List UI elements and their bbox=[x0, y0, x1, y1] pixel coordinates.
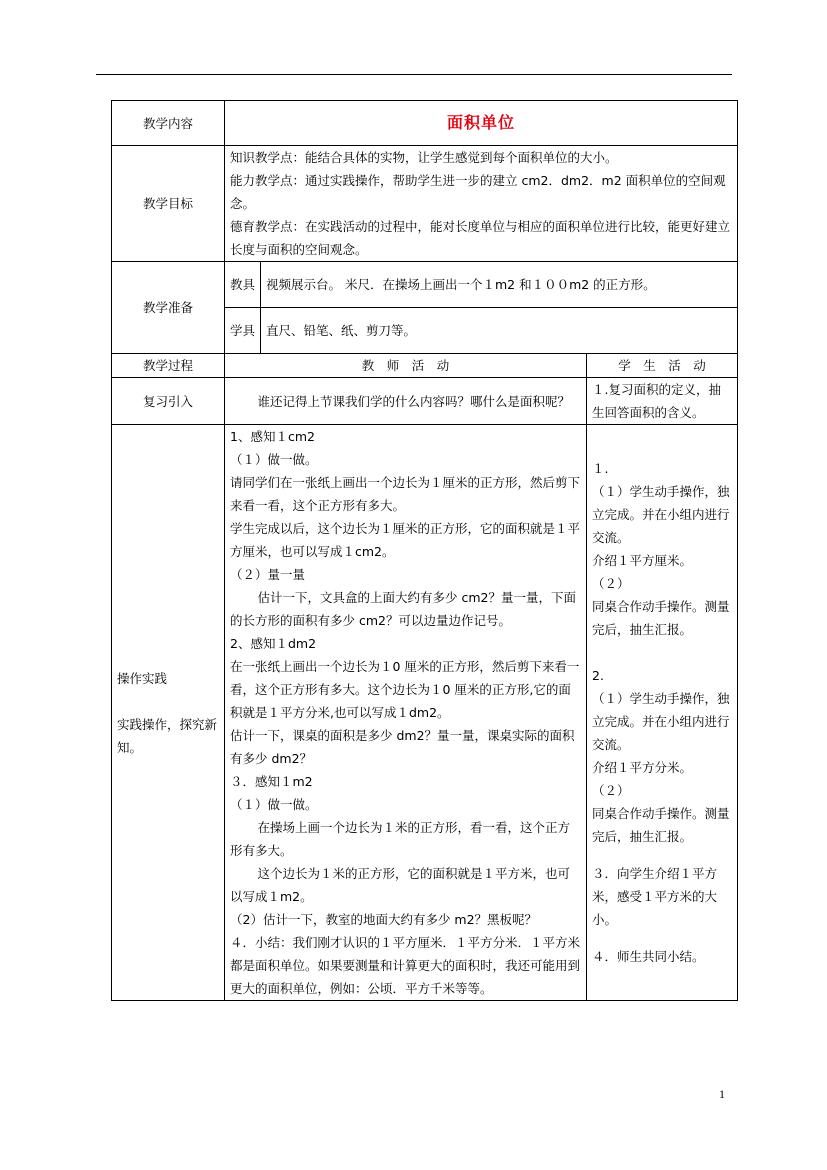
teacher-step-4: ４．小结：我们刚才认识的１平方厘米．１平方分米．１平方米都是面积单位。如果要测量和计算更大的面积时，我还可能用到更大的面积单位，例如：公顷．平方千米等等。 bbox=[230, 935, 581, 996]
student-step-2-2-text: 同桌合作动手操作。测量完后，抽生汇报。 bbox=[592, 806, 730, 844]
student-tools-content: 直尺、铅笔、纸、剪刀等。 bbox=[261, 308, 738, 354]
practice-teacher bbox=[225, 425, 587, 1001]
student-step-1-intro: 介绍１平方厘米。 bbox=[592, 553, 693, 568]
student-step-1-1: （１）学生动手操作，独立完成。并在小组内进行交流。 bbox=[592, 484, 730, 545]
practice-row bbox=[112, 425, 738, 1001]
teacher-step-3-2: （2）估计一下，教室的地面大约有多少 m2？黑板呢？ bbox=[230, 912, 538, 927]
review-row bbox=[112, 378, 738, 425]
review-student: １.复习面积的定义，抽生回答面积的含义。 bbox=[587, 378, 738, 425]
goal-moral: 德育教学点：在实践活动的过程中，能对长度单位与相应的面积单位进行比较，能更好建立长度与面积的空间观念。 bbox=[230, 219, 731, 257]
lesson-title-text: 面积单位 bbox=[447, 113, 516, 132]
teacher-step-2-text2: 估计一下，课桌的面积是多少 dm2？量一量，课桌实际的面积有多少 dm2？ bbox=[230, 728, 575, 766]
student-step-2-intro: 介绍１平方分米。 bbox=[592, 760, 693, 775]
lesson-plan-table bbox=[111, 100, 738, 1001]
lesson-title bbox=[225, 101, 738, 146]
teacher-step-1: 1、感知１cm2 bbox=[230, 429, 315, 444]
teacher-step-3: ３．感知１m2 bbox=[230, 774, 313, 789]
practice-label-cell bbox=[112, 425, 225, 1001]
practice-label-gap bbox=[117, 690, 219, 713]
student-gap-3 bbox=[592, 931, 732, 945]
teacher-step-1-text: 请同学们在一张纸上画出一个边长为１厘米的正方形，然后剪下来看一看，这个正方形有多大。 bbox=[230, 475, 581, 513]
tools-label: 教具 bbox=[225, 262, 261, 308]
prep-row-tools bbox=[112, 262, 738, 308]
page-number: 1 bbox=[719, 1087, 725, 1101]
student-step-1: １. bbox=[592, 461, 609, 476]
goals-row bbox=[112, 146, 738, 262]
student-tools-label: 学具 bbox=[225, 308, 261, 354]
teacher-step-3-1: （１）做一做。 bbox=[230, 797, 318, 812]
teacher-step-1-2: （２）量一量 bbox=[230, 567, 306, 582]
review-teacher-text: 谁还记得上节课我们学的什么内容吗？哪什么是面积呢？ bbox=[257, 393, 571, 409]
student-step-2-2: （２） bbox=[592, 783, 630, 798]
student-step-4: ４．师生共同小结。 bbox=[592, 949, 705, 964]
student-step-3: ３．向学生介绍１平方米，感受１平方米的大小。 bbox=[592, 866, 718, 927]
title-row bbox=[112, 101, 738, 146]
review-teacher bbox=[225, 378, 587, 425]
teacher-activity-header: 教 师 活 动 bbox=[225, 354, 587, 378]
review-label: 复习引入 bbox=[112, 378, 225, 425]
practice-label: 操作实践 bbox=[117, 670, 168, 686]
student-step-2-1: （１）学生动手操作，独立完成。并在小组内进行交流。 bbox=[592, 691, 730, 752]
goals-content bbox=[225, 146, 738, 262]
teacher-step-2-text: 在一张纸上画出一个边长为１0 厘米的正方形，然后剪下来看一看，这个正方形有多大。这个边长为１0 厘米的正方形,它的面积就是１平方分米,也可以写成１dm2。 bbox=[230, 659, 580, 720]
tools-content: 视频展示台。 米尺．在操场上画出一个１m2 和１００m2 的正方形。 bbox=[261, 262, 738, 308]
goal-knowledge: 知识教学点：能结合具体的实物，让学生感觉到每个面积单位的大小。 bbox=[230, 150, 618, 165]
teacher-step-1-2-text: 估计一下，文具盒的上面大约有多少 cm2？量一量，下面的长方形的面积有多少 cm2？可以边量边作记号。 bbox=[230, 590, 576, 628]
teacher-step-3-text2: 这个边长为１米的正方形，它的面积就是１平方米，也可以写成１m2。 bbox=[230, 866, 571, 904]
teacher-step-3-text: 在操场上画一个边长为１米的正方形，看一看，这个正方形有多大。 bbox=[230, 820, 571, 858]
student-step-1-2: （２） bbox=[592, 576, 630, 591]
student-gap-1 bbox=[592, 641, 732, 664]
student-step-2: 2. bbox=[592, 668, 604, 683]
practice-label-2: 实践操作，探究新知。 bbox=[117, 716, 218, 755]
process-label: 教学过程 bbox=[112, 354, 225, 378]
prep-label: 教学准备 bbox=[112, 262, 225, 354]
process-header-row bbox=[112, 354, 738, 378]
title-label: 教学内容 bbox=[112, 101, 225, 146]
practice-student bbox=[587, 425, 738, 1001]
goal-ability: 能力教学点：通过实践操作，帮助学生进一步的建立 cm2．dm2．m2 面积单位的空间观念。 bbox=[230, 173, 726, 211]
student-step-1-2-text: 同桌合作动手操作。测量完后，抽生汇报。 bbox=[592, 599, 730, 637]
teacher-step-1-1: （１）做一做。 bbox=[230, 452, 318, 467]
teacher-step-2: 2、感知１dm2 bbox=[230, 636, 317, 651]
student-activity-header: 学 生 活 动 bbox=[587, 354, 738, 378]
student-gap-2 bbox=[592, 848, 732, 862]
teacher-step-1-text2: 学生完成以后，这个边长为１厘米的正方形，它的面积就是１平方厘米，也可以写成１cm2。 bbox=[230, 521, 581, 559]
header-rule bbox=[96, 74, 732, 75]
goals-label: 教学目标 bbox=[112, 146, 225, 262]
